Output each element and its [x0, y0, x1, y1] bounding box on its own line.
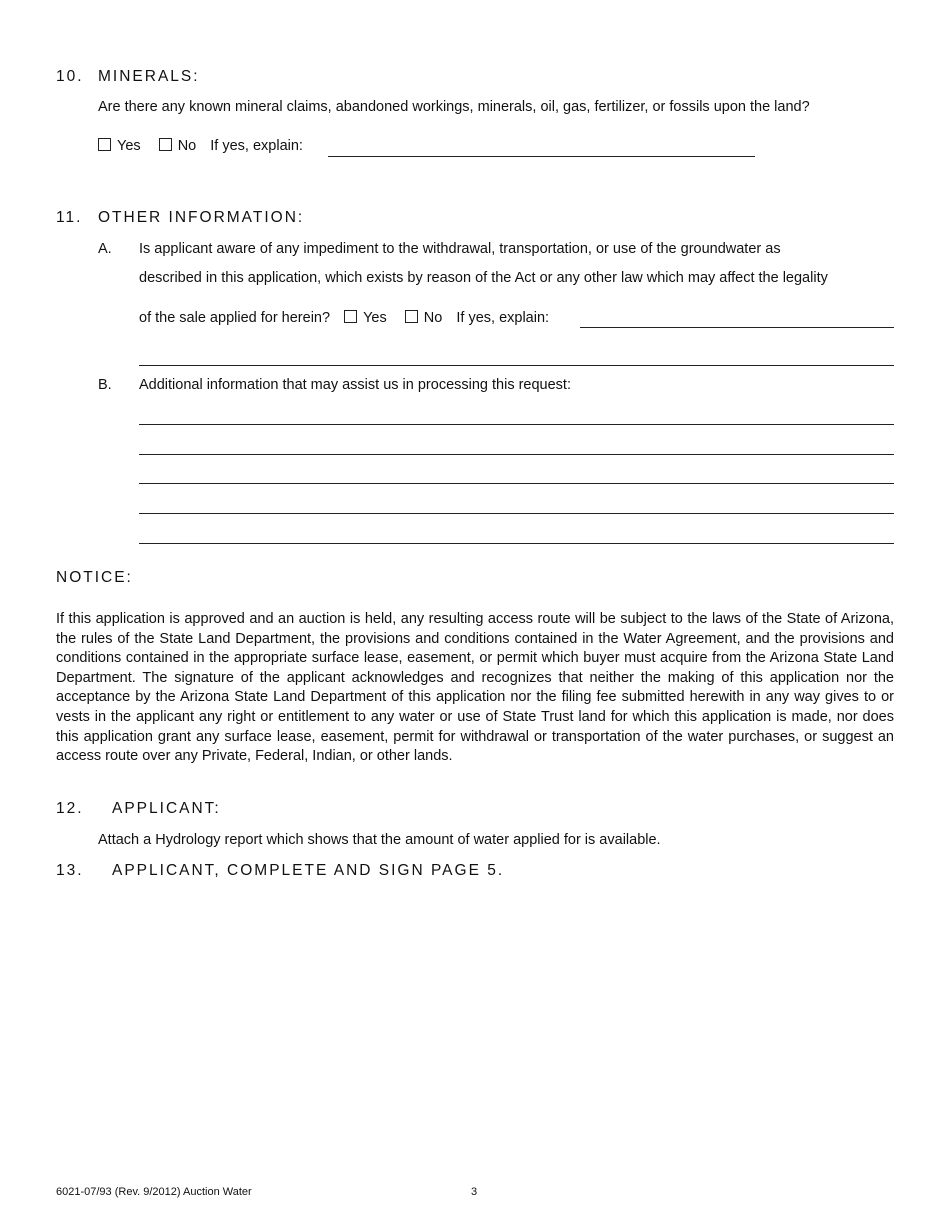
- section-13-number: 13.: [56, 862, 84, 879]
- item-a-line-1: Is applicant aware of any impediment to the withdrawal, transportation, or use of the groundwater as: [139, 241, 781, 257]
- additional-info-line-1[interactable]: [139, 424, 894, 425]
- checkbox-icon[interactable]: [405, 310, 418, 323]
- minerals-options: [98, 138, 303, 154]
- no-label: No: [423, 310, 443, 326]
- section-10-title: MINERALS:: [98, 68, 200, 85]
- notice-body: If this application is approved and an auction is held, any resulting access route will be subject to the laws of the State of Arizona, the rules of the State Land Department, the provisions and conditions contained in the Water Agreement, and the provisions and conditions contained in the appropriate surface lease, easement, or permit which buyer must acquire from the Arizona State Land Department. The signature of the applicant acknowledges and recognizes that neither the making of this application nor the acceptance by the Arizona State Land Department of this application nor the filing fee submitted herewith in any way gives to or vests in the applicant any right or entitlement to any water or use of State Trust land for which this application is made, nor does this application grant any surface lease, easement, permit for withdrawal or transportation of the water purchases, or suggest an access route over any Private, Federal, Indian, or other lands.: [56, 611, 894, 765]
- impediment-explain-line-2[interactable]: [139, 365, 894, 366]
- additional-info-line-2[interactable]: [139, 454, 894, 455]
- explain-label: If yes, explain:: [456, 310, 550, 326]
- minerals-explain-line[interactable]: [328, 156, 755, 157]
- explain-label: If yes, explain:: [210, 138, 303, 154]
- additional-info-line-3[interactable]: [139, 483, 894, 484]
- checkbox-icon[interactable]: [344, 310, 357, 323]
- section-10-number: 10.: [56, 68, 84, 85]
- checkbox-icon[interactable]: [98, 138, 111, 151]
- additional-info-line-4[interactable]: [139, 513, 894, 514]
- item-a-line-3: [139, 310, 549, 326]
- section-11-number: 11.: [56, 209, 83, 226]
- yes-label: Yes: [117, 138, 141, 154]
- checkbox-icon[interactable]: [159, 138, 172, 151]
- minerals-yes-option[interactable]: [98, 138, 141, 154]
- section-13-title: APPLICANT, COMPLETE AND SIGN PAGE 5.: [112, 862, 505, 879]
- minerals-no-option[interactable]: [159, 138, 197, 154]
- yes-label: Yes: [363, 310, 387, 326]
- minerals-question: Are there any known mineral claims, abandoned workings, minerals, oil, gas, fertilizer, or fossils upon the land?: [98, 99, 810, 115]
- item-a-letter: A.: [98, 241, 112, 257]
- impediment-explain-line[interactable]: [580, 327, 894, 328]
- additional-info-line-5[interactable]: [139, 543, 894, 544]
- form-id: 6021-07/93 (Rev. 9/2012) Auction Water: [56, 1186, 252, 1198]
- no-label: No: [177, 138, 197, 154]
- notice-title: NOTICE:: [56, 569, 133, 586]
- applicant-instruction: Attach a Hydrology report which shows that the amount of water applied for is available.: [98, 832, 661, 848]
- impediment-yes-option[interactable]: [344, 310, 387, 326]
- section-11-title: OTHER INFORMATION:: [98, 209, 305, 226]
- item-a-line-2: described in this application, which exists by reason of the Act or any other law which may affect the legality: [139, 270, 828, 286]
- item-b-letter: B.: [98, 377, 112, 393]
- section-12-number: 12.: [56, 800, 84, 817]
- item-b-text: Additional information that may assist us in processing this request:: [139, 377, 571, 393]
- section-12-title: APPLICANT:: [112, 800, 221, 817]
- page-number: 3: [471, 1186, 478, 1198]
- item-a-question-end: of the sale applied for herein?: [139, 310, 331, 326]
- impediment-no-option[interactable]: [405, 310, 443, 326]
